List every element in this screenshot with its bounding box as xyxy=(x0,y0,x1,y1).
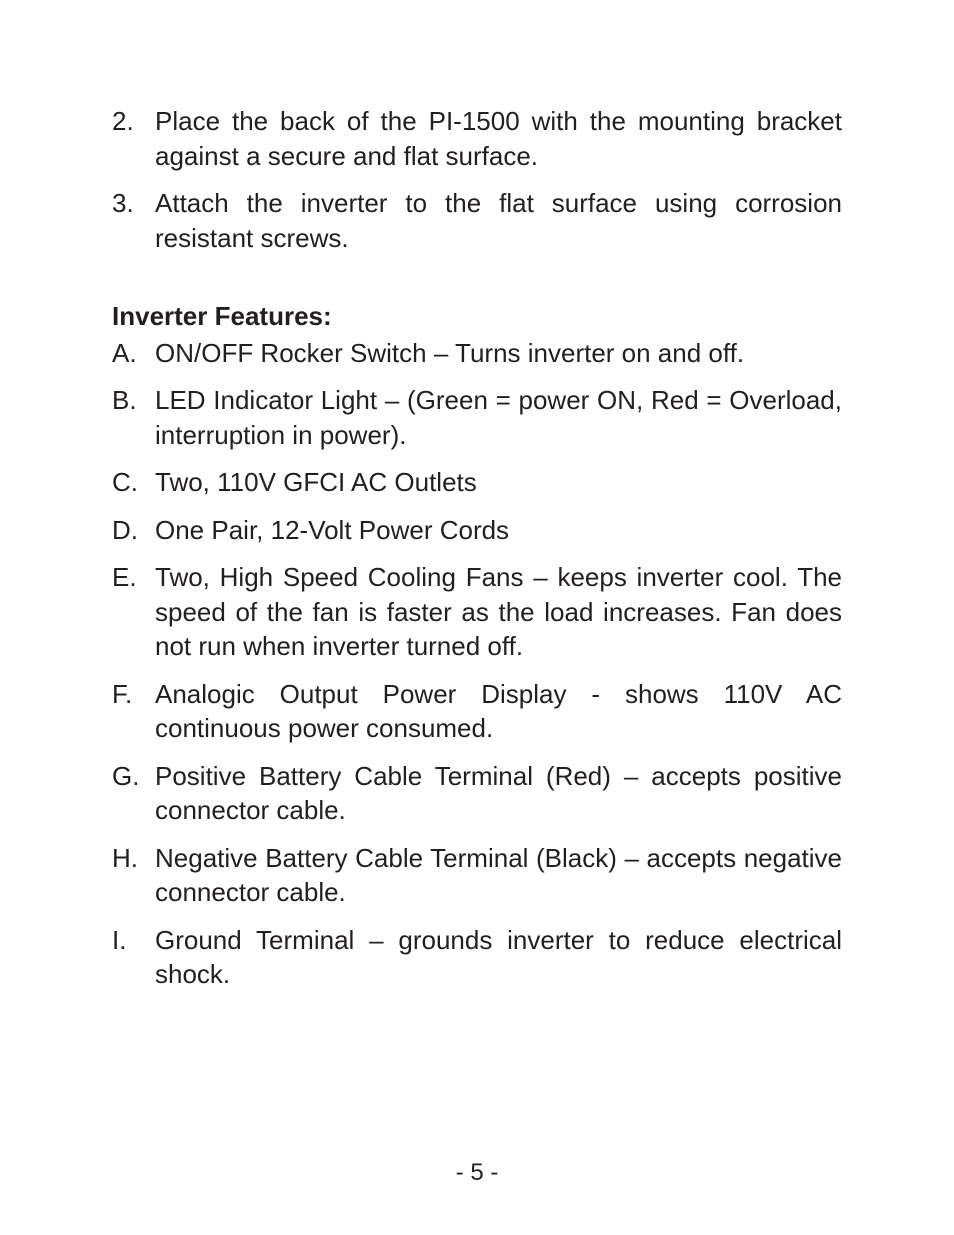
list-item xyxy=(112,560,842,664)
features-heading: Inverter Features: xyxy=(112,301,332,331)
list-item xyxy=(112,513,842,548)
feature-text: Two, 110V GFCI AC Outlets xyxy=(155,467,477,497)
page-number: - 5 - xyxy=(455,1159,499,1186)
step-text: Attach the inverter to the flat surface using corrosion resistant screws. xyxy=(155,188,842,253)
list-item xyxy=(112,104,842,173)
feature-text: One Pair, 12-Volt Power Cords xyxy=(155,514,510,545)
mounting-steps-list xyxy=(112,104,842,255)
list-item xyxy=(112,186,842,255)
feature-text: Two, High Speed Cooling Fans – keeps inverter cool. The speed of the fan is faster as the load increases. Fan does not run when inverter turned off. xyxy=(155,562,842,661)
list-item xyxy=(112,336,842,371)
step-text: Place the back of the PI-1500 with the mounting bracket against a secure and flat surface. xyxy=(155,106,842,171)
list-item xyxy=(112,759,842,828)
feature-letter: I. xyxy=(112,924,127,955)
list-item xyxy=(112,677,842,746)
feature-letter: D. xyxy=(112,514,138,545)
manual-page xyxy=(112,104,842,1005)
feature-text: Analogic Output Power Display - shows 110V AC continuous power consumed. xyxy=(155,678,842,743)
features-list xyxy=(112,336,842,992)
feature-text: Positive Battery Cable Terminal (Red) – accepts positive connector cable. xyxy=(155,760,842,825)
feature-letter: F. xyxy=(112,678,133,709)
list-item xyxy=(112,841,842,910)
list-item xyxy=(112,383,842,452)
step-number: 3. xyxy=(112,188,134,218)
feature-text: ON/OFF Rocker Switch – Turns inverter on and off. xyxy=(155,337,745,368)
list-item xyxy=(112,923,842,992)
feature-letter: C. xyxy=(112,467,138,497)
feature-letter: B. xyxy=(112,385,137,415)
step-number: 2. xyxy=(112,106,134,136)
feature-letter: H. xyxy=(112,842,138,873)
list-item xyxy=(112,465,842,500)
feature-text: Ground Terminal – grounds inverter to reduce electrical shock. xyxy=(155,924,842,989)
feature-letter: G. xyxy=(112,760,140,791)
feature-text: LED Indicator Light – (Green = power ON, Red = Overload, interruption in power). xyxy=(155,385,842,450)
feature-letter: E. xyxy=(112,562,137,592)
feature-letter: A. xyxy=(112,337,137,368)
feature-text: Negative Battery Cable Terminal (Black) – accepts negative connector cable. xyxy=(155,842,842,907)
